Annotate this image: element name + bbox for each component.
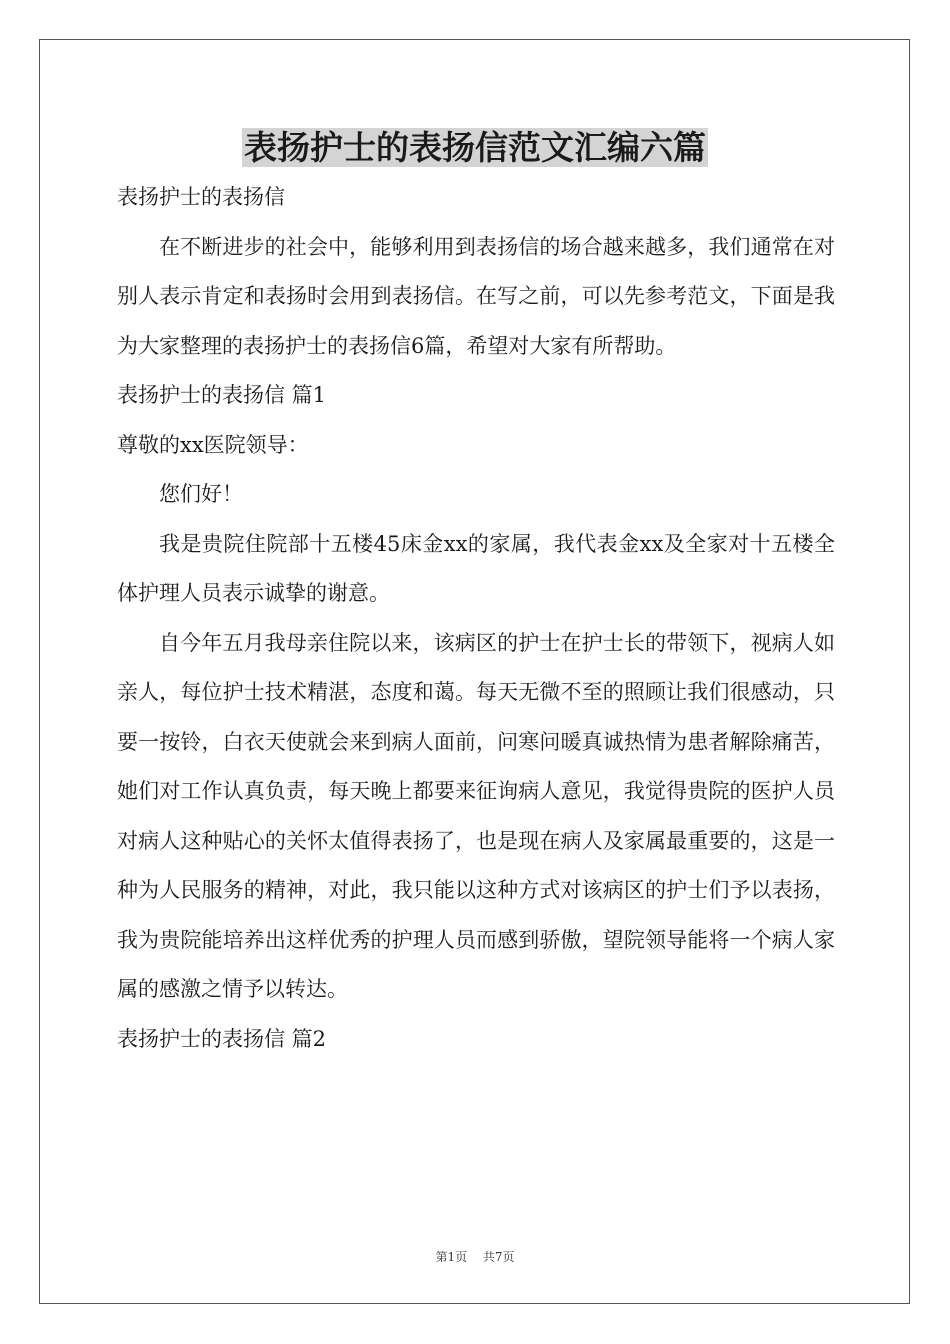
- document-body: [117, 173, 835, 1064]
- document-title: [0, 126, 950, 170]
- body-paragraph: 我是贵院住院部十五楼45床金xx的家属，我代表金xx及全家对十五楼全体护理人员表示诚挚的谢意。: [117, 531, 835, 605]
- page-footer: [0, 1248, 950, 1265]
- salutation: 尊敬的xx医院领导：: [117, 432, 309, 457]
- greeting: 您们好！: [159, 482, 243, 506]
- section-heading: 表扬护士的表扬信 篇1: [117, 383, 327, 407]
- page-number: 第1页: [435, 1250, 468, 1264]
- section-heading: 表扬护士的表扬信 篇2: [117, 1026, 327, 1051]
- title-text: 表扬护士的表扬信范文汇编六篇: [244, 128, 706, 167]
- section-heading: 表扬护士的表扬信: [117, 185, 285, 209]
- page-total: 共7页: [482, 1250, 515, 1264]
- body-paragraph: 自今年五月我母亲住院以来，该病区的护士在护士长的带领下，视病人如亲人，每位护士技术精湛，态度和蔼。每天无微不至的照顾让我们很感动，只要一按铃，白衣天使就会来到病人面前，问寒问暖真诚热情为患者解除痛苦，她们对工作认真负责，每天晚上都要来征询病人意见，我觉得贵院的医护人员对病人这种贴心的关怀太值得表扬了，也是现在病人及家属最重要的，这是一种为人民服务的精神，对此，我只能以这种方式对该病区的护士们予以表扬，我为贵院能培养出这样优秀的护理人员而感到骄傲，望院领导能将一个病人家属的感激之情予以转达。: [117, 630, 835, 1001]
- intro-paragraph: 在不断进步的社会中，能够利用到表扬信的场合越来越多，我们通常在对别人表示肯定和表扬时会用到表扬信。在写之前，可以先参考范文，下面是我为大家整理的表扬护士的表扬信6篇，希望对大家有所帮助。: [117, 234, 835, 358]
